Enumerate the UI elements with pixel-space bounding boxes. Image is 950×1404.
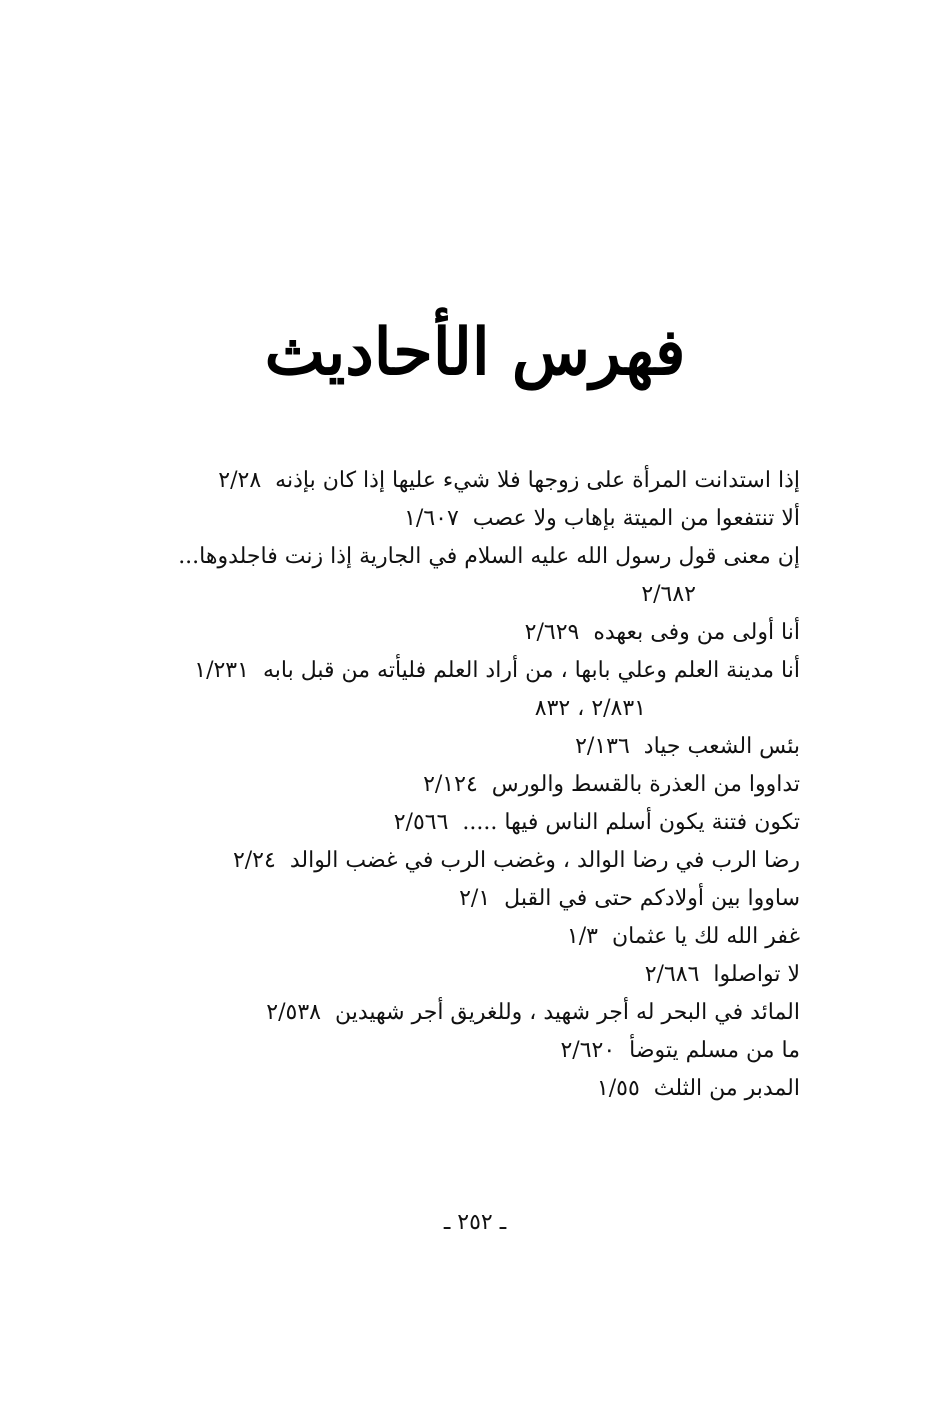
- entry-reference: ١/٣: [566, 924, 598, 949]
- entry-text: تداووا من العذرة بالقسط والورس: [491, 772, 800, 797]
- hadith-index-list: [140, 462, 800, 1108]
- index-entry: [140, 766, 800, 804]
- index-entry: [140, 462, 800, 500]
- entry-reference: ٢/٦٨٦: [644, 962, 700, 987]
- index-entry: [140, 880, 800, 918]
- entry-text: إذا استدانت المرأة على زوجها فلا شيء عليها إذا كان بإذنه: [275, 468, 800, 493]
- entry-reference: ٢/٦٨٢: [641, 582, 696, 607]
- entry-reference: ٢/٥٣٨: [266, 1000, 321, 1025]
- entry-text: أنا مدينة العلم وعلي بابها ، من أراد العلم فليأته من قبل بابه: [262, 658, 800, 683]
- entry-reference: ٢/٨٣١ ، ٨٣٢: [534, 696, 646, 721]
- index-title: [260, 292, 690, 412]
- entry-reference: ٢/٢٨: [218, 468, 262, 493]
- index-entry: [140, 804, 800, 842]
- entry-text: بئس الشعب جياد: [643, 734, 800, 759]
- entry-reference: ٢/٦٢٩: [524, 620, 580, 645]
- entry-reference: ٢/١٣٦: [575, 734, 630, 759]
- index-entry: [140, 994, 800, 1032]
- index-entry: [140, 842, 800, 880]
- entry-text: ساووا بين أولادكم حتى في القبل: [504, 886, 800, 911]
- index-entry: [140, 538, 800, 576]
- entry-reference: ١/٥٥: [596, 1076, 640, 1101]
- entry-reference: ٢/٦٢٠: [560, 1038, 616, 1063]
- entry-text: تكون فتنة يكون أسلم الناس فيها .....: [462, 810, 800, 835]
- entry-reference: ٢/١٢٤: [423, 772, 478, 797]
- index-entry: [140, 728, 800, 766]
- index-title-text: فهرس الأحاديث: [264, 314, 686, 390]
- entry-text: رضا الرب في رضا الوالد ، وغضب الرب في غضب الوالد: [289, 848, 800, 873]
- entry-text: ما من مسلم يتوضأ: [629, 1038, 800, 1063]
- entry-reference: ٢/٥٦٦: [393, 810, 449, 835]
- entry-reference: ٢/١: [459, 886, 491, 911]
- entry-text: المائد في البحر له أجر شهيد ، وللغريق أجر شهيدين: [334, 1000, 800, 1025]
- index-entry: [140, 1070, 800, 1108]
- index-entry: [140, 614, 800, 652]
- entry-text: ألا تنتفعوا من الميتة بإهاب ولا عصب: [472, 506, 800, 531]
- page-number: ـ ٢٥٢ ـ: [443, 1210, 507, 1235]
- entry-text: أنا أولى من وفى بعهده: [593, 620, 800, 645]
- entry-text: غفر الله لك يا عثمان: [611, 924, 800, 949]
- index-entry: [140, 1032, 800, 1070]
- entry-reference: ١/٢٣١: [194, 658, 249, 683]
- entry-reference: ١/٦٠٧: [404, 506, 459, 531]
- index-entry: [140, 500, 800, 538]
- entry-text: إن معنى قول رسول الله عليه السلام في الجارية إذا زنت فاجلدوها...: [178, 544, 800, 569]
- entry-text: لا تواصلوا: [713, 962, 800, 987]
- index-entry: [140, 956, 800, 994]
- index-entry-continuation: [140, 690, 800, 728]
- entry-text: المدبر من الثلث: [653, 1076, 800, 1101]
- index-entry-continuation: [140, 576, 800, 614]
- index-entry: [140, 652, 800, 690]
- entry-reference: ٢/٢٤: [232, 848, 276, 873]
- index-entry: [140, 918, 800, 956]
